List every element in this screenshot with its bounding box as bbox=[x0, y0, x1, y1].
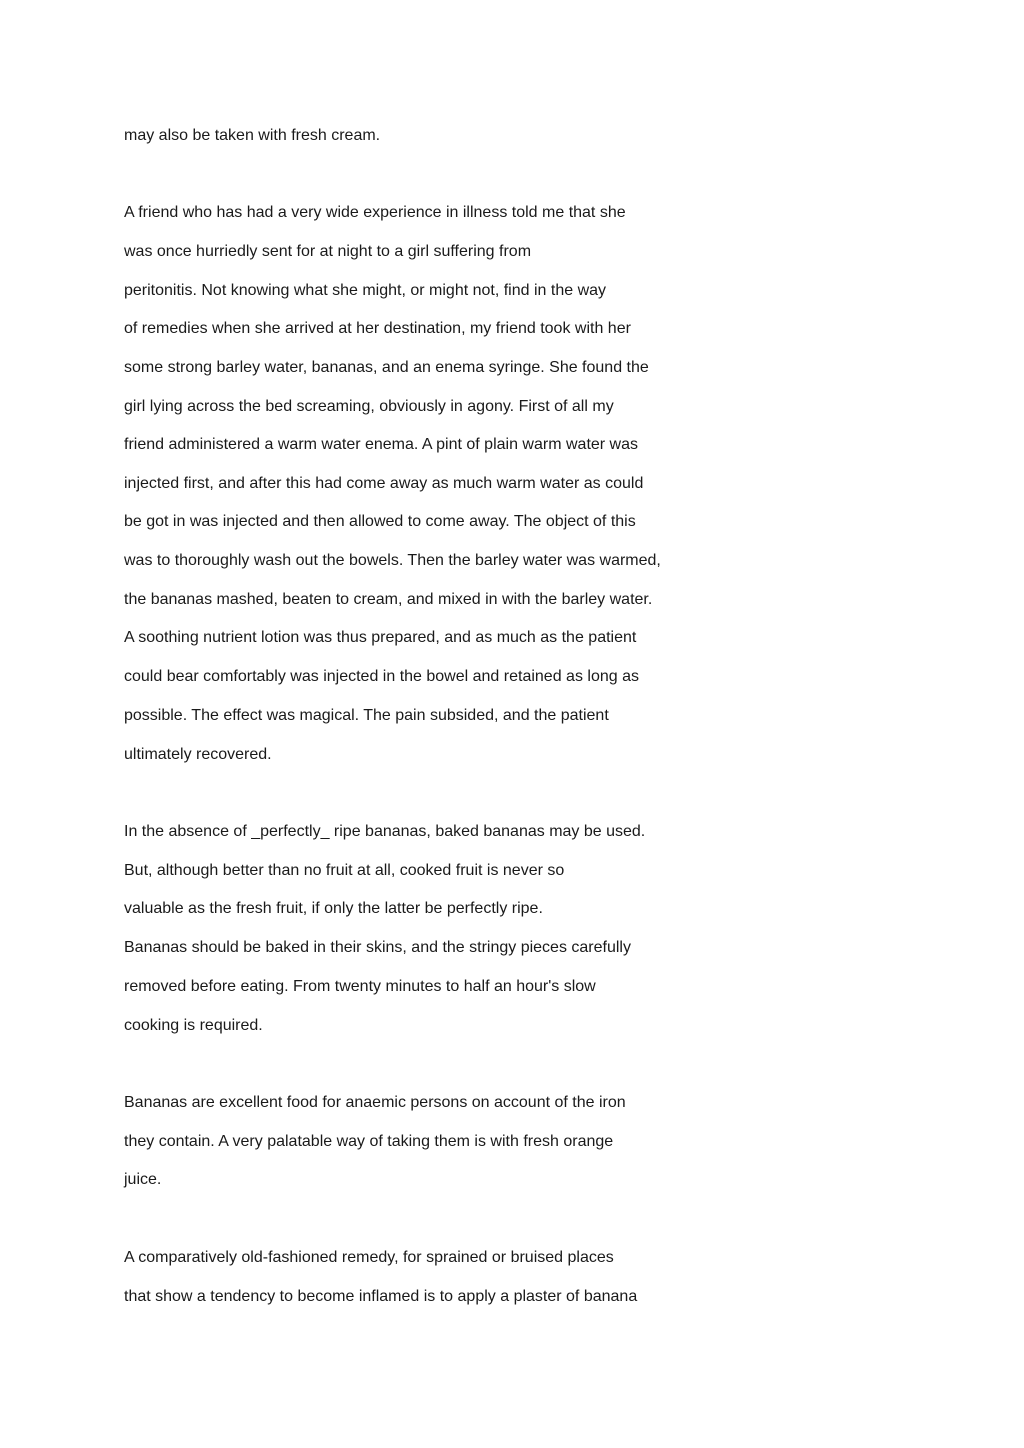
text-line: juice. bbox=[124, 1171, 162, 1188]
text-line: But, although better than no fruit at all, cooked fruit is never so bbox=[124, 862, 565, 879]
text-line: Bananas should be baked in their skins, and the stringy pieces carefully bbox=[124, 939, 631, 956]
text-line: of remedies when she arrived at her destination, my friend took with her bbox=[124, 320, 631, 337]
text-line: was to thoroughly wash out the bowels. Then the barley water was warmed, bbox=[124, 552, 661, 569]
text-line: possible. The effect was magical. The pain subsided, and the patient bbox=[124, 707, 609, 724]
text-line: girl lying across the bed screaming, obviously in agony. First of all my bbox=[124, 398, 614, 415]
text-line: some strong barley water, bananas, and an enema syringe. She found the bbox=[124, 359, 649, 376]
text-line: A soothing nutrient lotion was thus prepared, and as much as the patient bbox=[124, 629, 637, 646]
text-line: A friend who has had a very wide experience in illness told me that she bbox=[124, 204, 626, 221]
text-line: they contain. A very palatable way of taking them is with fresh orange bbox=[124, 1133, 614, 1150]
text-line: ultimately recovered. bbox=[124, 746, 272, 763]
text-line: that show a tendency to become inflamed is to apply a plaster of banana bbox=[124, 1288, 638, 1305]
text-line: injected first, and after this had come away as much warm water as could bbox=[124, 475, 644, 492]
text-line: cooking is required. bbox=[124, 1017, 263, 1034]
text-line: valuable as the fresh fruit, if only the latter be perfectly ripe. bbox=[124, 900, 543, 917]
text-line: Bananas are excellent food for anaemic persons on account of the iron bbox=[124, 1094, 626, 1111]
text-line: could bear comfortably was injected in the bowel and retained as long as bbox=[124, 668, 639, 685]
text-line: In the absence of _perfectly_ ripe bananas, baked bananas may be used. bbox=[124, 823, 646, 840]
text-line: friend administered a warm water enema. A pint of plain warm water was bbox=[124, 436, 639, 453]
text-line: A comparatively old-fashioned remedy, for sprained or bruised places bbox=[124, 1249, 614, 1266]
text-line: be got in was injected and then allowed to come away. The object of this bbox=[124, 513, 636, 530]
text-line: was once hurriedly sent for at night to a girl suffering from bbox=[124, 243, 532, 260]
text-line: peritonitis. Not knowing what she might, or might not, find in the way bbox=[124, 282, 607, 299]
text-line: the bananas mashed, beaten to cream, and mixed in with the barley water. bbox=[124, 591, 653, 608]
text-line: removed before eating. From twenty minutes to half an hour's slow bbox=[124, 978, 596, 995]
text-line: may also be taken with fresh cream. bbox=[124, 127, 381, 144]
